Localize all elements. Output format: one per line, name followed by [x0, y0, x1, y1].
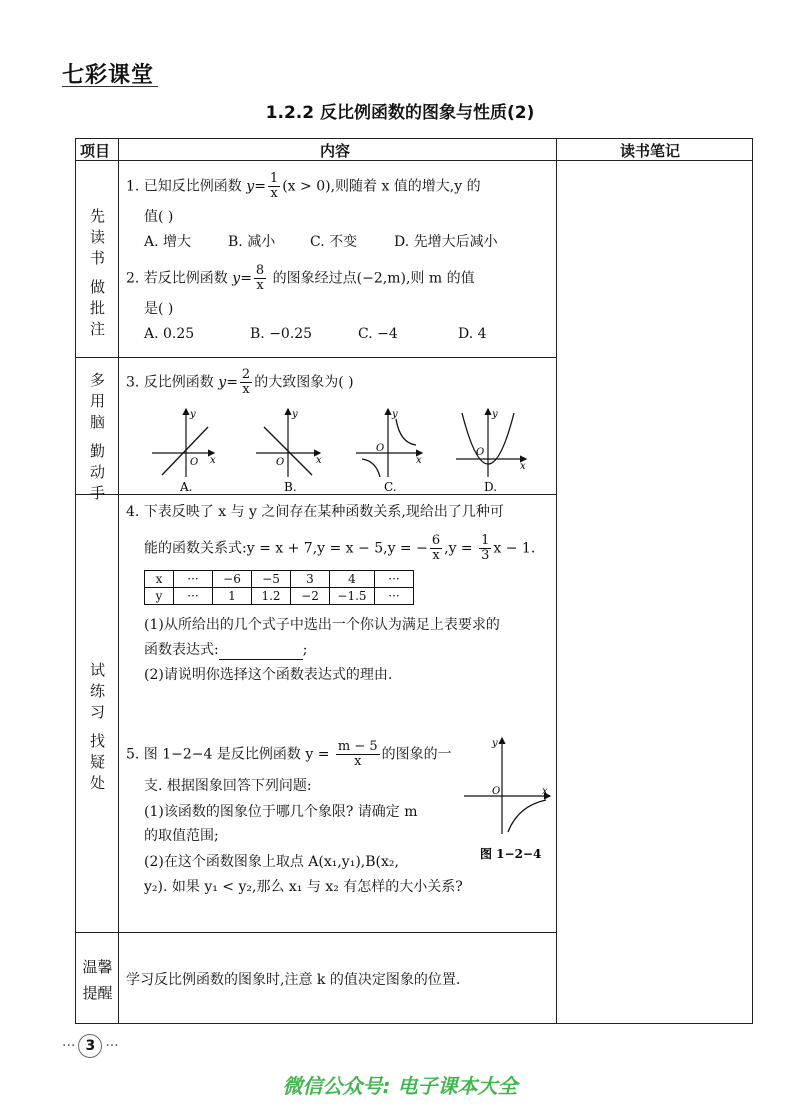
- question-5-line2: 支. 根据图象回答下列问题:: [144, 778, 312, 794]
- fraction: $\frac{1}{x}$: [269, 171, 279, 201]
- fraction: $\frac{m - 5}{x}$: [337, 739, 378, 769]
- svg-text:y: y: [492, 738, 498, 749]
- row-divider: [75, 932, 557, 933]
- table-row-y: y ··· 1 1.2 −2 −1.5 ···: [145, 588, 414, 605]
- fraction: $\frac{6}{x}$: [431, 533, 441, 563]
- question-3-stem: 3. 反比例函数 y= $\frac{2}{x}$ 的大致图象为( ): [126, 367, 354, 397]
- question-4-part1a: (1)从所给出的几个式子中选出一个你认为满足上表要求的: [144, 617, 500, 633]
- header-notes: 读书笔记: [620, 142, 681, 160]
- tip-text: 学习反比例函数的图象时,注意 k 的值决定图象的位置.: [126, 972, 461, 988]
- section-label-practice: 试 练 习 找 疑 处: [89, 661, 105, 792]
- question-2-line2: 是( ): [144, 301, 174, 317]
- fraction: $\frac{2}{x}$: [241, 367, 251, 397]
- option-a-label: A.: [180, 480, 193, 494]
- svg-text:O: O: [276, 457, 285, 468]
- question-2-options: A. 0.25 B. −0.25 C. −4 D. 4: [144, 326, 487, 342]
- page-title: 1.2.2 反比例函数的图象与性质(2): [265, 103, 535, 123]
- question-3-graphs: [150, 405, 540, 495]
- section-label-read: 先 读 书 做 批 注: [89, 207, 105, 338]
- question-4-line2: 能的函数关系式:y = x + 7,y = x − 5,y = − $\frac{6}{x}$ ,y = $\frac{1}{3}$ x − 1.: [144, 533, 536, 563]
- svg-text:y: y: [392, 409, 398, 420]
- svg-text:x: x: [520, 461, 526, 472]
- question-1-stem: 1. 已知反比例函数 y= $\frac{1}{x}$ (x > 0),则随着 x 值的增大,y 的: [126, 171, 481, 201]
- fraction: $\frac{1}{3}$: [481, 533, 490, 563]
- question-4-part1b: 函数表达式: ;: [144, 642, 308, 658]
- graph-a-line: [152, 409, 216, 494]
- svg-text:O: O: [492, 786, 501, 797]
- page-number-badge: ··· 3 ···: [62, 1034, 119, 1058]
- question-1-options: A. 增大 B. 减小 C. 不变 D. 先增大后减小: [144, 234, 498, 250]
- row-divider: [75, 357, 557, 358]
- question-1-line2: 值( ): [144, 209, 174, 225]
- question-4-part2: (2)请说明你选择这个函数表达式的理由.: [144, 667, 393, 683]
- logo-underline: [62, 86, 158, 87]
- section-label-tip: 温馨 提醒: [82, 958, 113, 1002]
- graph-c-hyperbola: [356, 409, 422, 494]
- option-d-label: D.: [484, 480, 498, 494]
- svg-text:O: O: [376, 443, 385, 454]
- question-5-line4: 的取值范围;: [144, 828, 219, 844]
- brand-logo: 七彩课堂: [62, 62, 155, 88]
- graph-b-line: [256, 409, 322, 494]
- fraction: $\frac{8}{x}$: [255, 263, 265, 293]
- answer-blank[interactable]: [219, 645, 303, 660]
- option-c-label: C.: [384, 480, 397, 494]
- figure-caption: 图 1−2−4: [480, 847, 542, 861]
- option-b-label: B.: [284, 480, 297, 494]
- svg-text:O: O: [190, 457, 199, 468]
- svg-text:x: x: [542, 786, 548, 797]
- question-5-line1: 5. 图 1−2−4 是反比例函数 y = $\frac{m - 5}{x}$ 的图象的一: [126, 739, 452, 769]
- svg-text:y: y: [492, 409, 498, 420]
- xy-value-table: [144, 570, 414, 605]
- column-divider: [556, 138, 557, 1024]
- svg-text:x: x: [316, 455, 322, 466]
- section-label-think: 多 用 脑 勤 动 手: [89, 371, 105, 502]
- svg-text:x: x: [210, 455, 216, 466]
- svg-text:O: O: [476, 447, 485, 458]
- question-5-line3: (1)该函数的图象位于哪几个象限? 请确定 m: [144, 804, 418, 820]
- question-5-line6: y₂). 如果 y₁ < y₂,那么 x₁ 与 x₂ 有怎样的大小关系?: [144, 879, 463, 895]
- svg-text:y: y: [190, 409, 196, 420]
- header-item: 项目: [80, 142, 111, 160]
- question-2-stem: 2. 若反比例函数 y= $\frac{8}{x}$ 的图象经过点(−2,m),则 m 的值: [126, 263, 475, 293]
- figure-1-2-4: [462, 734, 554, 864]
- header-content: 内容: [320, 142, 351, 160]
- question-4-line1: 4. 下表反映了 x 与 y 之间存在某种函数关系,现给出了几种可: [126, 504, 504, 520]
- footer-watermark: 微信公众号: 电子课本大全: [282, 1074, 518, 1098]
- graph-d-parabola: [456, 409, 526, 494]
- page-number: 3: [78, 1034, 102, 1058]
- table-row-x: x ··· −6 −5 3 4 ···: [145, 571, 414, 588]
- svg-text:x: x: [416, 455, 422, 466]
- question-5-line5: (2)在这个函数图象上取点 A(x₁,y₁),B(x₂,: [144, 854, 399, 870]
- svg-text:y: y: [292, 409, 298, 420]
